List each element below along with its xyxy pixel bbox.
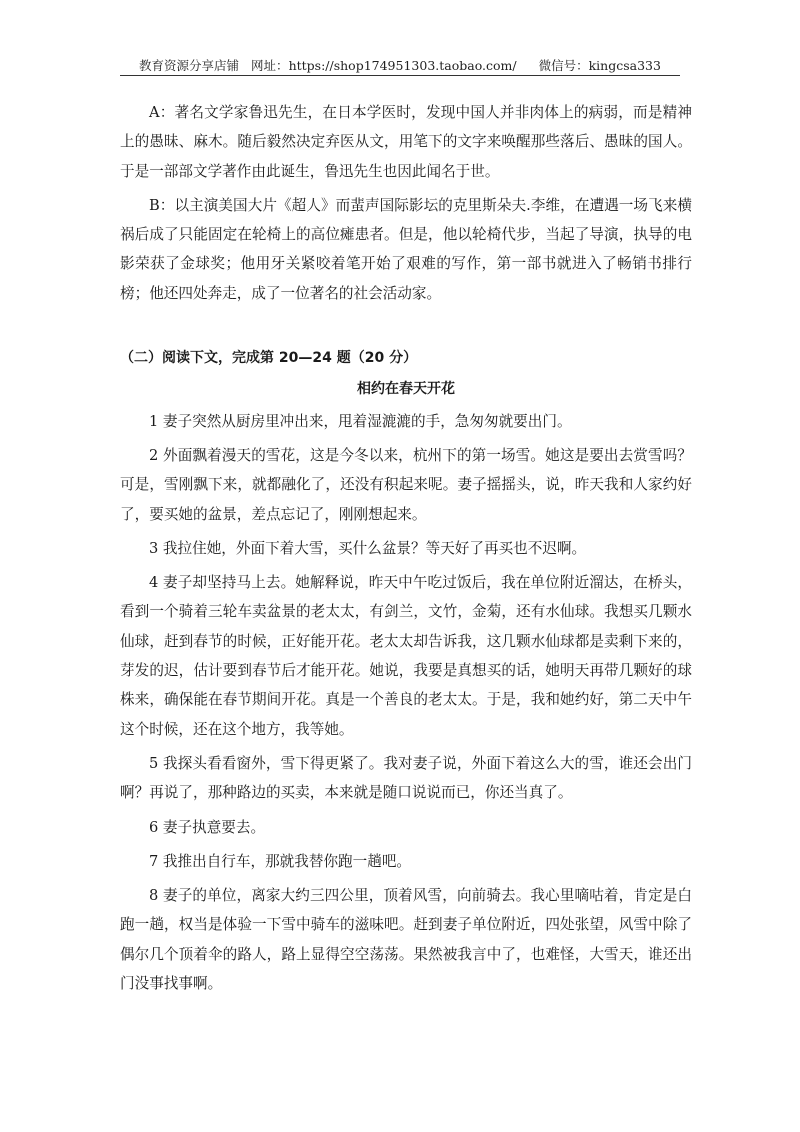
paragraph-b: B：以主演美国大片《超人》而蜚声国际影坛的克里斯朵夫.李维，在遭遇一场飞来横祸后成了只能固定在轮椅上的高位瘫患者。但是，他以轮椅代步，当起了导演，执导的电影荣获了金球奖；他用牙关紧咬着笔开始了艰难的写作，第一部书就进入了畅销书排行榜；他还四处奔走，成了一位著名的社会活动家。 <box>120 196 692 302</box>
paragraph-a: A：著名文学家鲁迅先生，在日本学医时，发现中国人并非肉体上的病弱，而是精神上的愚昧、麻木。随后毅然决定弃医从文，用笔下的文字来唤醒那些落后、愚昧的国人。于是一部部文学著作由此诞生，鲁迅先生也因此闻名于世。 <box>120 104 692 180</box>
article-paragraph-1: 1 妻子突然从厨房里冲出来，甩着湿漉漉的手，急匆匆就要出门。 <box>149 412 572 430</box>
page-header <box>120 56 680 74</box>
article-paragraph-5: 5 我探头看看窗外，雪下得更紧了。我对妻子说，外面下着这么大的雪，谁还会出门啊？再说了，那种路边的买卖，本来就是随口说说而已，你还当真了。 <box>120 754 692 802</box>
article-paragraph-2: 2 外面飘着漫天的雪花，这是今冬以来，杭州下的第一场雪。她这是要出去赏雪吗？可是，雪刚飘下来，就都融化了，还没有积起来呢。妻子摇摇头，说，昨天我和人家约好了，要买她的盆景，差点忘记了，刚刚想起来。 <box>120 446 692 523</box>
article-paragraph-7: 7 我推出自行车，那就我替你跑一趟吧。 <box>149 852 412 870</box>
article-paragraph-3: 3 我拉住她，外面下着大雪，买什么盆景？等天好了再买也不迟啊。 <box>149 539 587 557</box>
document-body <box>120 98 692 1003</box>
shop-url[interactable]: https://shop174951303.taobao.com/ <box>288 58 517 73</box>
shop-name: 教育资源分享店铺 <box>139 58 240 73</box>
wechat-id: kingcsa333 <box>588 58 661 73</box>
section-title: （二）阅读下文，完成第 20—24 题（20 分） <box>120 350 418 367</box>
article-paragraph-8: 8 妻子的单位，离家大约三四公里，顶着风雪，向前骑去。我心里嘀咕着，肯定是白跑一趟，权当是体验一下雪中骑车的滋味吧。赶到妻子单位附近，四处张望，风雪中除了偶尔几个顶着伞的路人，路上显得空空荡荡。果然被我言中了，也难怪，大雪天，谁还出门没事找事啊。 <box>120 887 692 993</box>
header-divider <box>120 75 680 76</box>
article-paragraph-4: 4 妻子却坚持马上去。她解释说，昨天中午吃过饭后，我在单位附近溜达，在桥头，看到一个骑着三轮车卖盆景的老太太，有剑兰，文竹，金菊，还有水仙球。我想买几颗水仙球，赶到春节的时候，正好能开花。老太太却告诉我，这几颗水仙球都是卖剩下来的，芽发的迟，估计要到春节后才能开花。她说，我要是真想买的话，她明天再带几颗好的球株来，确保能在春节期间开花。真是一个善良的老太太。于是，我和她约好，第二天中午这个时候，还在这个地方，我等她。 <box>120 574 692 738</box>
article-paragraph-6: 6 妻子执意要去。 <box>149 818 266 836</box>
article-title: 相约在春天开花 <box>357 381 455 398</box>
url-label: 网址： <box>251 58 289 73</box>
wechat-label: 微信号： <box>538 58 589 73</box>
